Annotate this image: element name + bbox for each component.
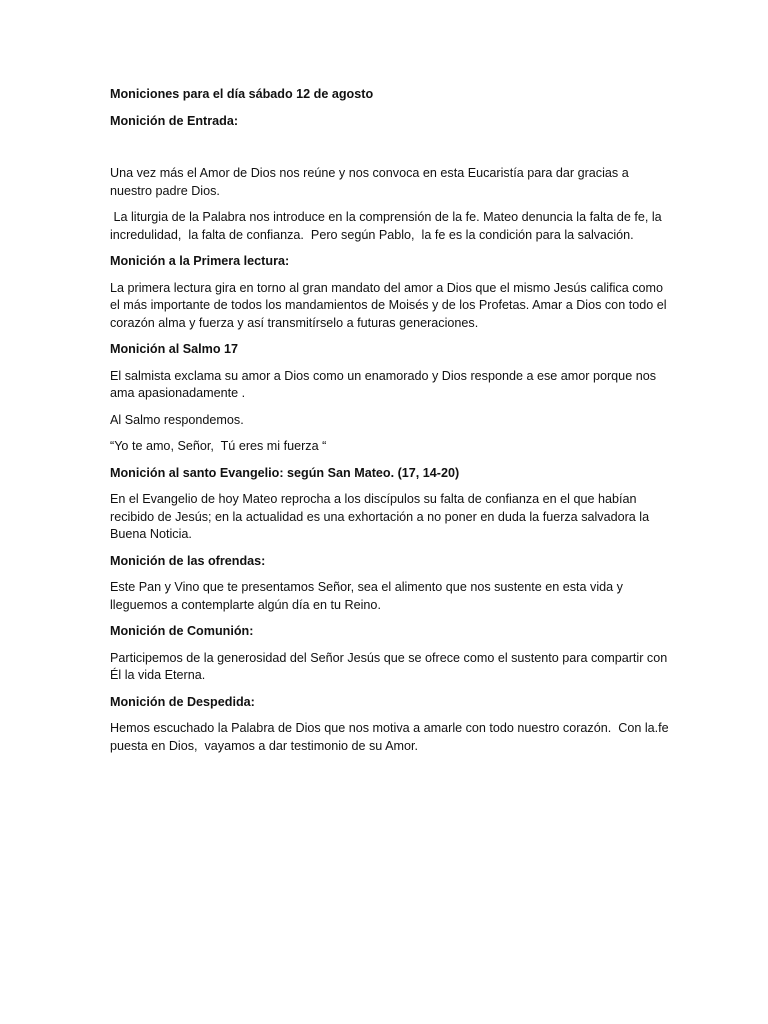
- section-heading-despedida: Monición de Despedida:: [110, 694, 255, 709]
- section-heading-primera-lectura: Monición a la Primera lectura:: [110, 254, 290, 268]
- section-heading-salmo: Monición al Salmo 17: [110, 342, 239, 356]
- section-heading-ofrendas: Monición de las ofrendas:: [110, 553, 266, 568]
- spacer: [110, 139, 670, 165]
- section-heading-comunion: Monición de Comunión:: [110, 624, 254, 638]
- paragraph: Al Salmo respondemos.: [110, 412, 244, 427]
- section-heading-evangelio: Monición al santo Evangelio: según San Mateo. (17, 14-20): [110, 465, 460, 480]
- paragraph: La primera lectura gira en torno al gran mandato del amor a Dios que el mismo Jesús califica como el más importante de todos los mandamientos de Moisés y de los Profetas. Amar a Dios con todo el corazón alma y fuerza y así transmitírselo a futuras generaciones.: [110, 280, 667, 330]
- document-body: [110, 86, 673, 764]
- paragraph: “Yo te amo, Señor, Tú eres mi fuerza “: [110, 439, 327, 453]
- document-title: Moniciones para el día sábado 12 de agosto: [110, 87, 374, 101]
- section-heading-entrada: Monición de Entrada:: [110, 113, 239, 128]
- paragraph: Participemos de la generosidad del Señor Jesús que se ofrece como el sustento para compartir con Él la vida Eterna.: [110, 650, 668, 682]
- paragraph: La liturgia de la Palabra nos introduce en la comprensión de la fe. Mateo denuncia la falta de fe, la incredulidad, la falta de confianza. Pero según Pablo, la fe es la condición para la salvación.: [110, 210, 666, 242]
- paragraph: En el Evangelio de hoy Mateo reprocha a los discípulos su falta de confianza en el que habían recibido de Jesús; en la actualidad es una exhortación a no poner en duda la fuerza salvadora la Buena Noticia.: [110, 492, 650, 541]
- paragraph: El salmista exclama su amor a Dios como un enamorado y Dios responde a ese amor porque nos ama apasionadamente .: [110, 368, 656, 400]
- paragraph: Este Pan y Vino que te presentamos Señor, sea el alimento que nos sustente en esta vida y lleguemos a contemplarte algún día en tu Reino.: [110, 580, 623, 612]
- paragraph: Una vez más el Amor de Dios nos reúne y nos convoca en esta Eucaristía para dar gracias a nuestro padre Dios.: [110, 166, 629, 198]
- paragraph: Hemos escuchado la Palabra de Dios que nos motiva a amarle con todo nuestro corazón. Con la.fe puesta en Dios, vayamos a dar testimonio de su Amor.: [110, 721, 673, 753]
